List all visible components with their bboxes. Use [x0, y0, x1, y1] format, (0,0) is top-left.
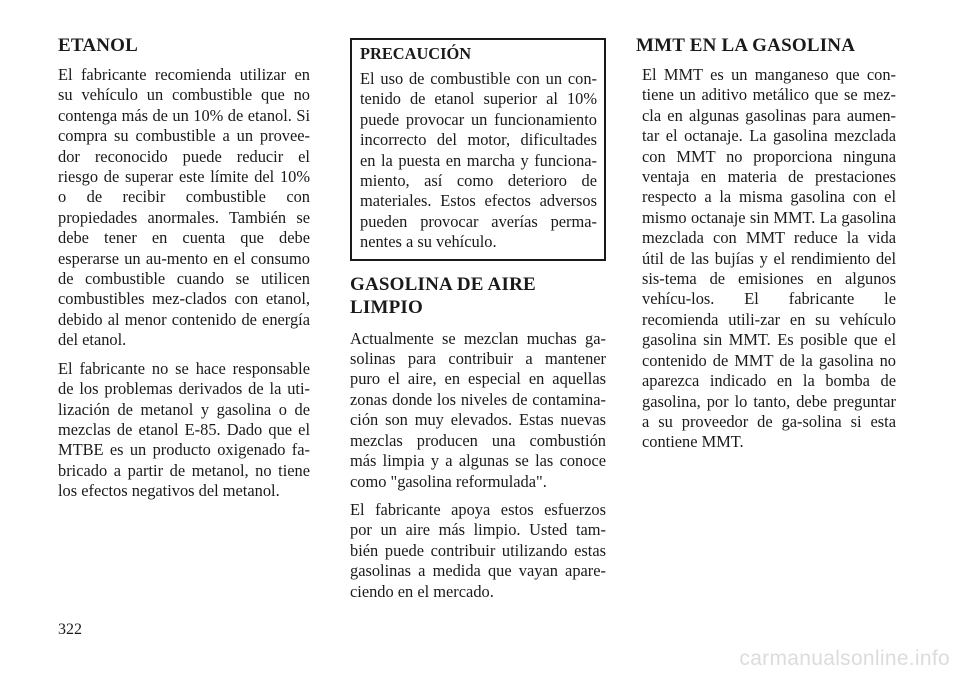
paragraph-etanol-2: El fabricante no se hace responsable de los problemas derivados de la uti-lización de metanol y gasolina o de mezclas de etanol E-85. Dado que el MTBE es un producto oxigenado fa-bricado a partir de metanol, no tiene los efectos negativos del metanol. [58, 358, 310, 501]
paragraph-mmt-1: El MMT es un manganeso que con-tiene un aditivo metálico que se mez-cla en algunas gasolinas para aumen-tar el octanaje. La gasolina mezclada con MMT no proporciona ninguna ventaja en materia de prestaciones respecto a la misma gasolina con el mismo octanaje sin MMT. La gasolina mezclada con MMT reduce la vida útil de las bujías y el rendimiento del sis-tema de emisiones en algunos vehícu-los. El fabricante le recomienda utili-zar en su vehículo gasolina sin MMT. Es posible que el contenido de MMT de la gasolina no aparezca indicado en la bomba de gasolina, por lo tanto, debe preguntar a su proveedor de ga-solina si esta contiene MMT. [642, 65, 896, 452]
paragraph-etanol-1: El fabricante recomienda utilizar en su vehículo un combustible que no contenga más de un 10% de etanol. Si compra su combustible a un provee-dor reconocido puede reducir el riesgo de superar este límite del 10% o de recibir combustible con propiedades anormales. También se debe tener en cuenta que debe esperarse un au-mento en el consumo de combustible cuando se utilicen combustibles mez-clados con etanol, debido al menor contenido de energía del etanol. [58, 65, 310, 350]
page-number: 322 [58, 621, 82, 638]
paragraph-aire-limpio-1: Actualmente se mezclan muchas ga-solinas para contribuir a mantener puro el aire, en especial en aquellas zonas donde los niveles de contamina-ción son muy elevados. Estas nuevas mezclas producen una combustión más limpia y a algunas se las conoce como "gasolina reformulada". [350, 328, 606, 491]
column-ethanol [58, 34, 310, 510]
section-heading-mmt: MMT EN LA GASOLINA [636, 35, 856, 56]
column-clean-air [350, 38, 606, 610]
caution-title: PRECAUCIÓN [360, 44, 472, 63]
column-mmt [636, 34, 896, 461]
watermark: carmanualsonline.info [739, 647, 950, 670]
caution-text: El uso de combustible con un con-tenido de etanol superior al 10% puede provocar un funcionamiento incorrecto del motor, dificultades en la puesta en marcha y funciona-miento, así como deterioro de materiales. Estos efectos adversos pueden provocar averías perma-nentes a su vehículo. [360, 69, 597, 252]
caution-box [350, 38, 606, 261]
section-heading-gasolina-aire-limpio: GASOLINA DE AIRE LIMPIO [350, 273, 536, 318]
section-heading-etanol: ETANOL [58, 35, 139, 56]
paragraph-aire-limpio-2: El fabricante apoya estos esfuerzos por un aire más limpio. Usted tam-bién puede contribuir utilizando estas gasolinas a medida que vayan apare-ciendo en el mercado. [350, 499, 606, 601]
